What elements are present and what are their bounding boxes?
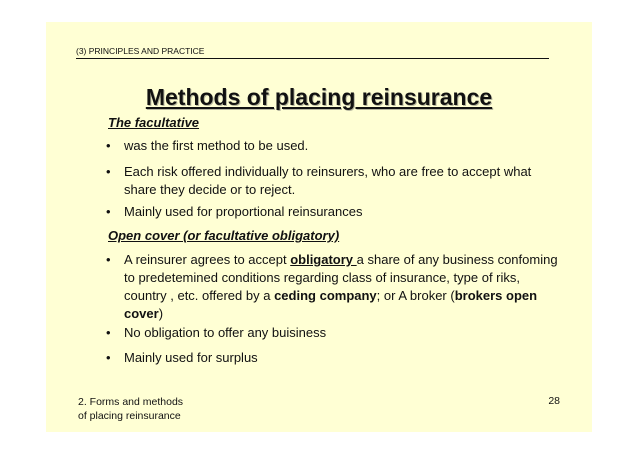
emphasis-text: ceding company [274, 288, 377, 303]
slide-title: Methods of placing reinsurance [145, 84, 493, 110]
bullet-dot: • [106, 138, 111, 153]
emphasis-text: brokers open cover [124, 288, 538, 321]
text-run: A reinsurer agrees to accept [124, 252, 291, 267]
bullet-text: Each risk offered individually to reinsurers, who are free to accept what share they decide or to reject. [124, 164, 532, 197]
slide [46, 22, 592, 432]
section-heading-facultative: The facultative [108, 115, 200, 130]
text-run: ; or A broker ( [376, 288, 455, 303]
bullet-dot: • [106, 164, 111, 179]
bullet-dot: • [106, 204, 111, 219]
bullet-text-rich [124, 251, 564, 323]
section-heading-open-cover: Open cover (or facultative obligatory) [108, 228, 340, 243]
bullet-text: was the first method to be used. [124, 138, 309, 153]
bullet-dot: • [106, 325, 111, 340]
footer-line: 2. Forms and methods [78, 396, 184, 408]
bullet-text: No obligation to offer any buisiness [124, 325, 327, 340]
bullet-dot: • [106, 252, 111, 267]
footer-line: of placing reinsurance [78, 410, 181, 422]
footer-section-label [78, 395, 183, 423]
bullet-text: Mainly used for surplus [124, 350, 258, 365]
slide-header: (3) PRINCIPLES AND PRACTICE [76, 46, 549, 59]
bullet-dot: • [106, 350, 111, 365]
emphasis-text: obligatory [290, 252, 357, 267]
bullet-text: Mainly used for proportional reinsurances [124, 204, 363, 219]
text-run: a share of any business confoming to predetemined conditions regarding class of insurance, type of riks, country , etc. offered by a [124, 252, 558, 303]
page-number: 28 [548, 395, 560, 407]
text-run: ) [158, 306, 164, 321]
